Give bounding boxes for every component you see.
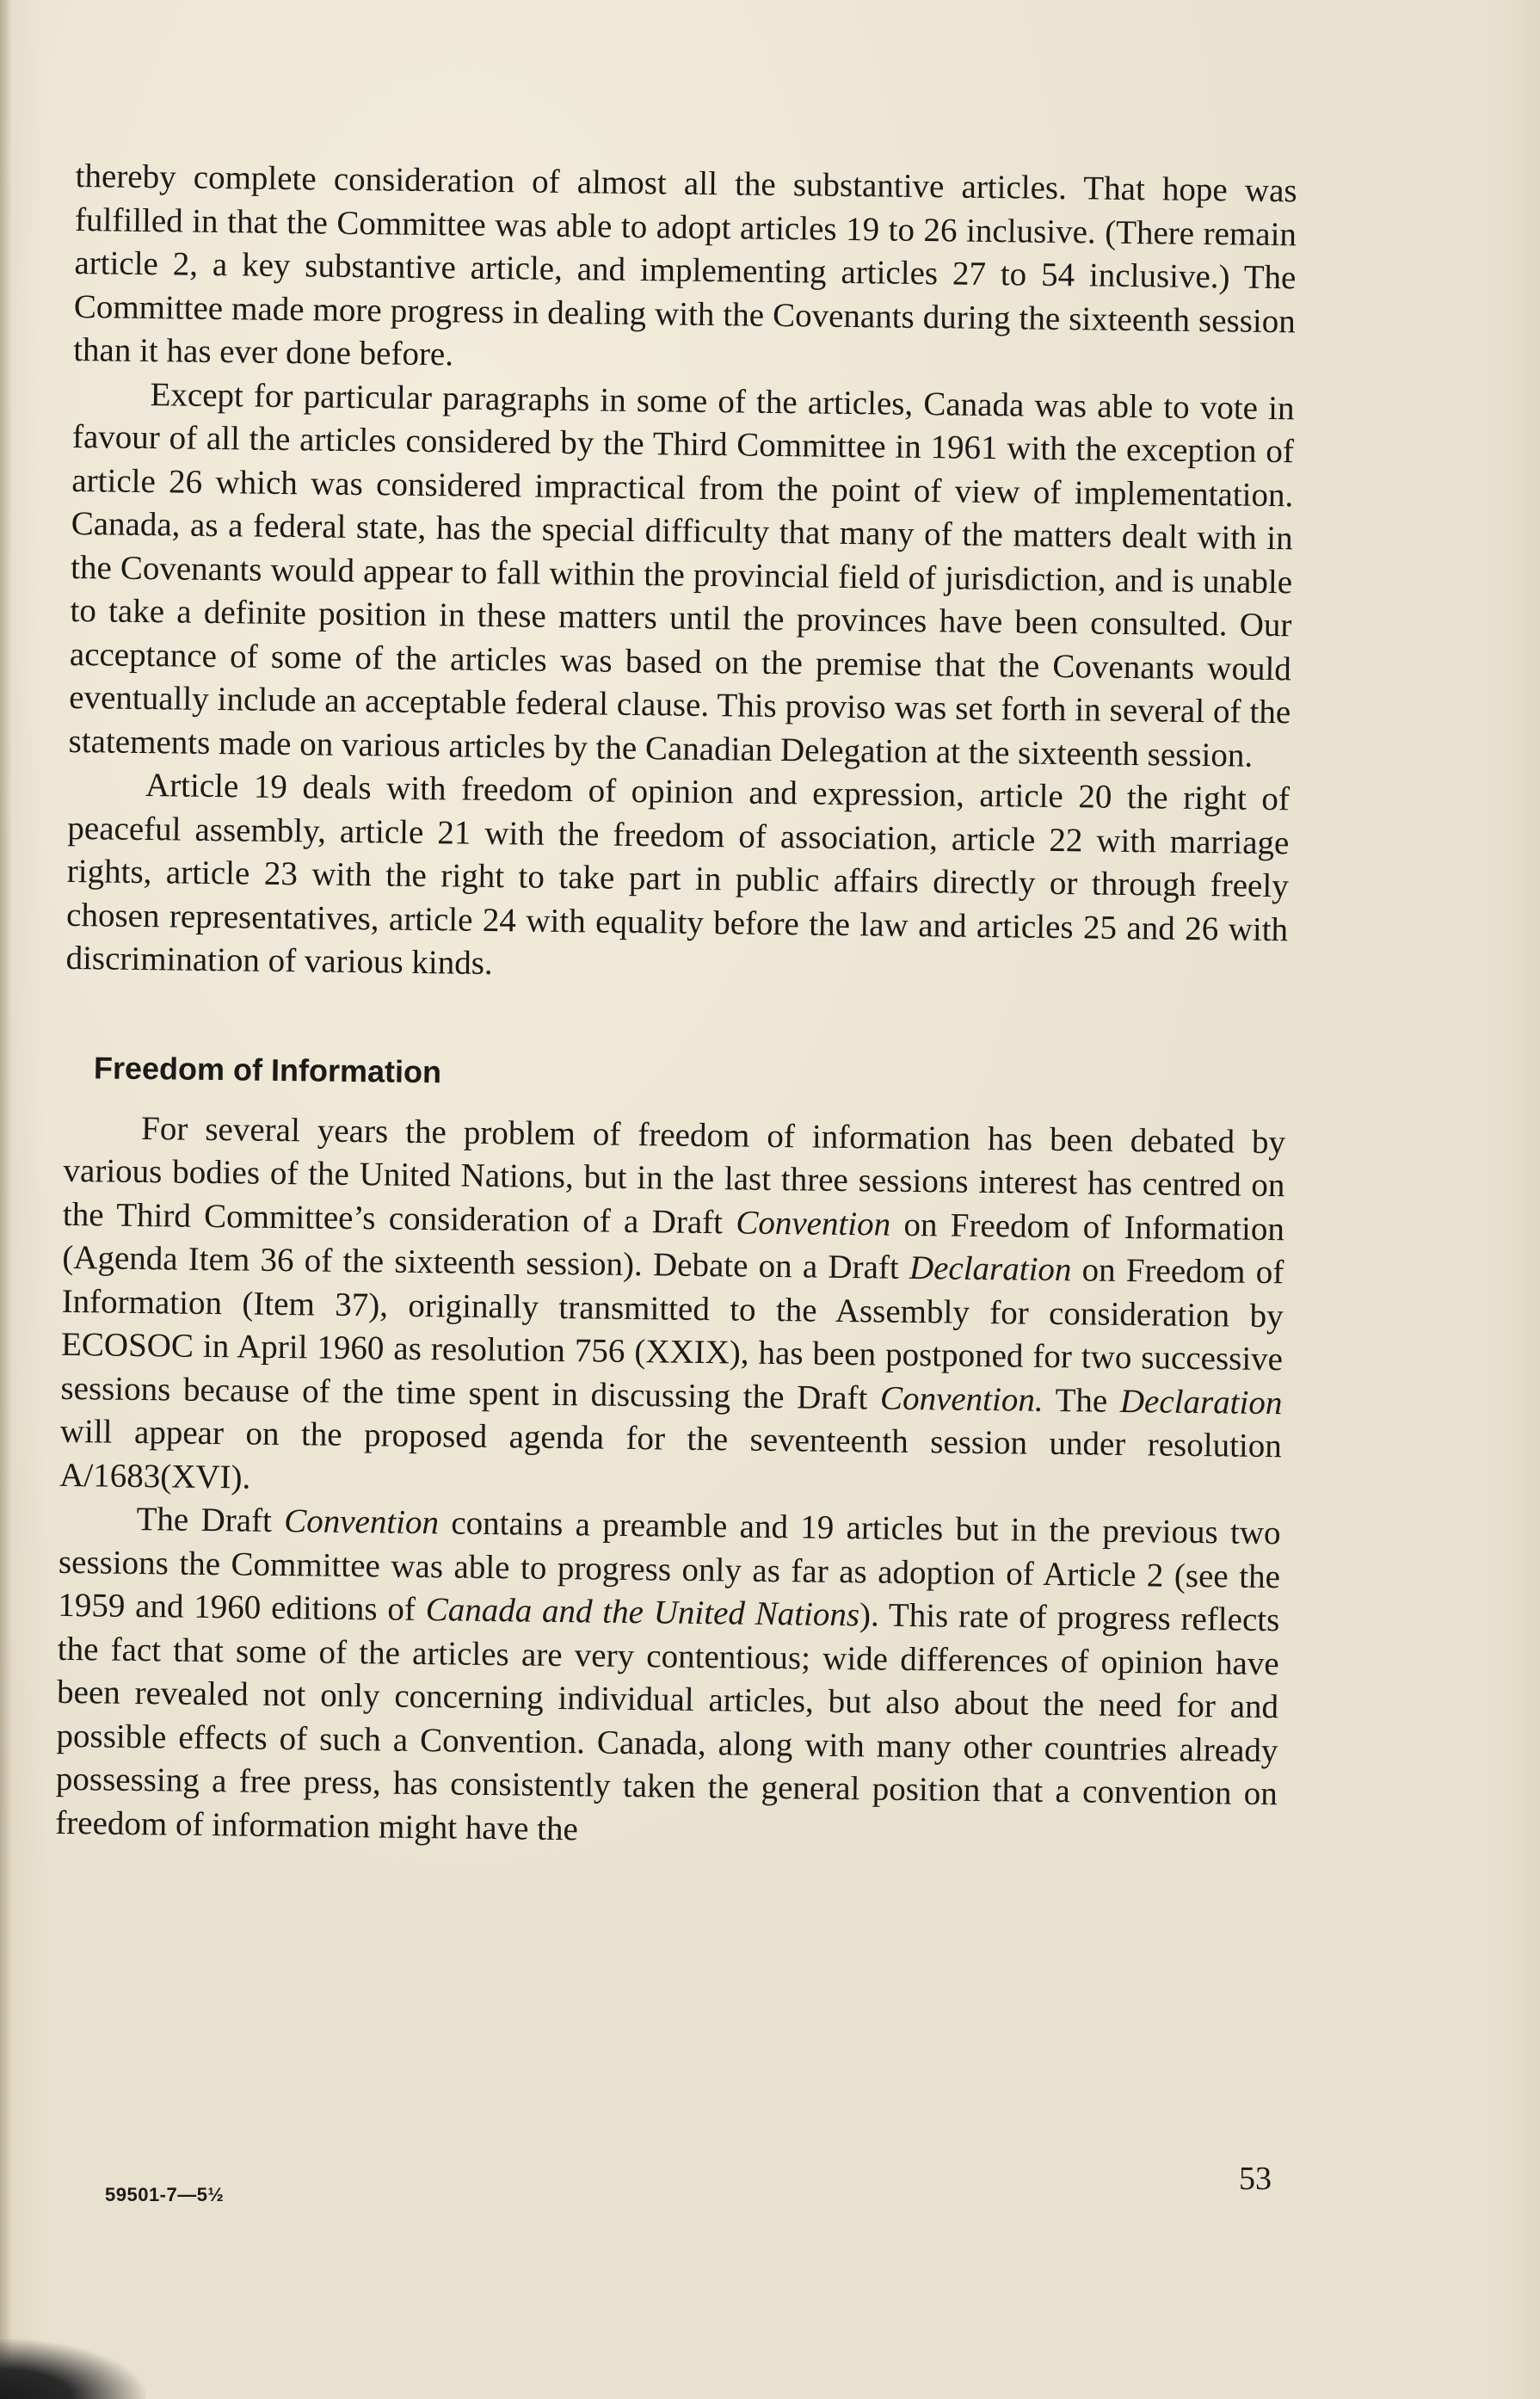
paragraph-canada-vote: Except for particular paragraphs in some of the articles, Canada was able to vote in favour of all the articles considered by the Third Committee in 1961 with the exception of article 26 which was considered impractical from the point of view of implementation. Canada, as a federal state, has the special difficulty that many of the matters dealt with in the Covenants would appear to fall within the provincial field of jurisdiction, and is unable to take a definite position in these matters until the provinces have been consulted. Our acceptance of some of the articles was based on the premise that the Covenants would eventually include an acceptable federal clause. This proviso was set forth in several of the statements made on various articles by the Canadian Delegation at the sixteenth session. [68,375,1295,774]
print-code: 59501-7—5½ [105,2184,225,2205]
page-number: 53 [1239,2161,1272,2197]
italic-run: Declaration [909,1249,1072,1289]
paragraph-articles-summary: Article 19 deals with freedom of opinion and expression, article 20 the right of peaceful assembly, article 21 with the freedom of association, article 22 with marriage rights, article 23 with the right to take part in public affairs directly or through freely chosen representatives, article 24 with equality before the law and articles 25 and 26 with discrimination of various kinds. [65,767,1291,982]
text-run: ). This rate of progress reflects the fact that some of the articles are very contentious; wide differences of opinion have been revealed not only concerning individual articles, but also about the need for and possible effects of such a Convention. Canada, along with many other countries already possessing a free press, has consistently taken the general position that a convention on freedom of information might have the [55,1596,1280,1847]
section-heading-freedom-of-information: Freedom of Information [93,1049,442,1089]
italic-run: Convention. [879,1379,1044,1419]
text-run: For several years the problem of freedom of information has been debated by various bodies of the United Nations, but in the last three sessions interest has centred on the Third Committee’s consideration of a Draft [62,1109,1286,1241]
page-corner-shadow [0,2339,146,2399]
text-run: The [1043,1381,1121,1420]
paragraph-draft-convention [55,1497,1281,1859]
text-run: on Freedom of Information (Agenda Item 36 of the sixteenth session). Debate on a Draft [62,1206,1285,1286]
document-body [55,155,1297,1859]
paragraph-freedom-of-information-intro [59,1106,1285,1512]
italic-run: Declaration [1119,1382,1283,1422]
italic-run: Convention [283,1502,440,1542]
paragraph-continuation: thereby complete consideration of almost all the substantive articles. That hope was fulfilled in that the Committee was able to adopt articles 19 to 26 inclusive. (There remain article 2, a key substantive article, and implementing articles 27 to 54 inclusive.) The Committee made more progress in dealing with the Covenants during the sixteenth session than it has ever done before. [72,157,1297,373]
text-run: The Draft [136,1500,285,1540]
italic-run: Canada and the United Nations [425,1591,860,1634]
italic-run: Convention [736,1203,891,1243]
text-run: will appear on the proposed agenda for the seventeenth session under resolution A/1683(XVI). [59,1412,1283,1496]
page-edge-shadow [0,0,12,2399]
text-run: on Freedom of Information (Item 37), originally transmitted to the Assembly for consideration by ECOSOC in April 1960 as resolution 756 (XXIX), has been postponed for two successive sessions because of the time spent in discussing the Draft [60,1251,1284,1417]
text-run: contains a preamble and 19 articles but in the previous two sessions the Committee was able to progress only as far as adoption of Article 2 (see the 1959 and 1960 editions of [58,1504,1281,1629]
